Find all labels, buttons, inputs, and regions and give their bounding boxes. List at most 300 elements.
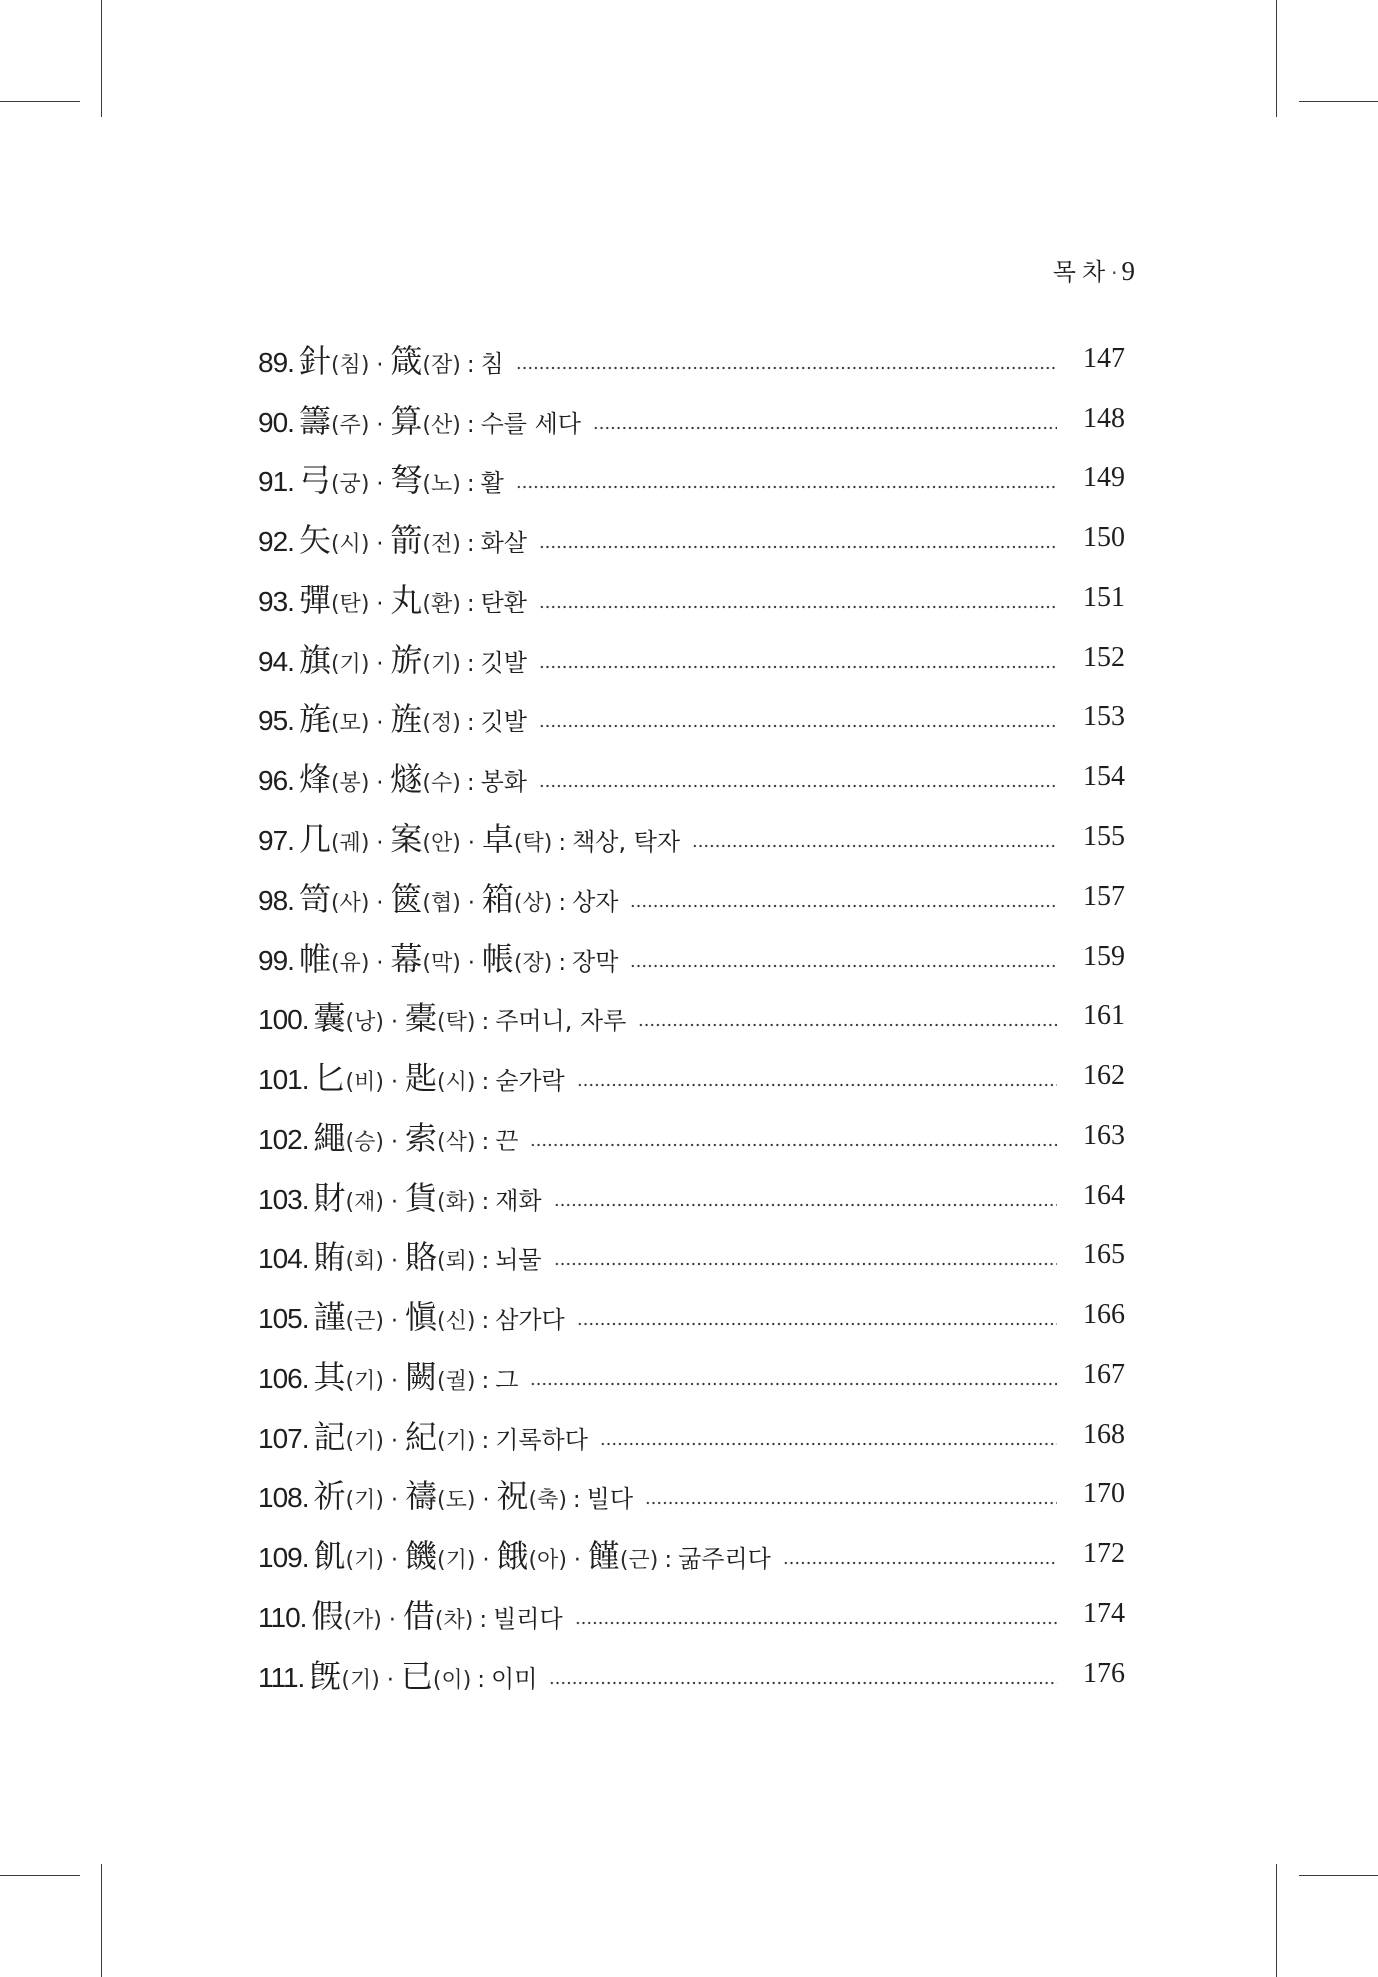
hanja-reading: ( 유 ) xyxy=(331,946,369,977)
entry-number: 99. xyxy=(258,944,294,976)
hanja-character: 祝 xyxy=(496,1477,529,1516)
hanja-character: 烽 xyxy=(298,760,331,799)
toc-entry-text xyxy=(258,635,527,681)
toc-entry xyxy=(258,1524,1125,1584)
hanja-reading: ( 승 ) xyxy=(346,1125,384,1156)
page-number: 167 xyxy=(1083,1358,1125,1390)
hanja-character: 弓 xyxy=(298,461,331,500)
hanja-reading: ( 낭 ) xyxy=(346,1005,384,1036)
entry-meaning: 봉화 xyxy=(480,768,527,797)
running-head-separator: · xyxy=(1111,261,1118,285)
hanja-character: 飢 xyxy=(313,1537,346,1576)
hanja-character: 旣 xyxy=(309,1656,342,1695)
item-separator: · xyxy=(376,771,384,797)
hanja-character: 案 xyxy=(390,820,423,858)
hanja-character: 謹 xyxy=(313,1298,346,1337)
entry-number: 97. xyxy=(258,825,294,856)
dot-leader xyxy=(539,545,1057,549)
hanja-reading: ( 전 ) xyxy=(422,527,460,558)
meaning-separator: : xyxy=(481,1367,490,1394)
toc-entry-text xyxy=(258,814,680,860)
entry-meaning: 굶주리다 xyxy=(678,1545,771,1574)
item-separator: · xyxy=(390,1070,398,1096)
item-separator: · xyxy=(390,1368,398,1394)
toc-entry-text xyxy=(258,874,618,920)
hanja-reading: ( 기 ) xyxy=(331,647,369,678)
meaning-separator: : xyxy=(479,1606,488,1633)
item-separator: · xyxy=(376,711,384,737)
dot-leader xyxy=(554,1203,1057,1207)
hanja-reading: ( 수 ) xyxy=(422,766,460,797)
hanja-character: 卓 xyxy=(481,820,514,858)
hanja-reading: ( 주 ) xyxy=(331,408,369,439)
crop-mark-bottom-right-horizontal xyxy=(1299,1875,1378,1876)
page-number: 153 xyxy=(1083,701,1125,733)
entry-number: 89. xyxy=(258,346,294,378)
hanja-character: 借 xyxy=(402,1596,435,1635)
toc-entry xyxy=(258,986,1125,1046)
item-separator: · xyxy=(482,1488,490,1514)
hanja-reading: ( 화 ) xyxy=(437,1185,475,1216)
hanja-character: 針 xyxy=(298,341,331,380)
crop-mark-top-right-horizontal xyxy=(1299,101,1378,102)
entry-meaning: 깃발 xyxy=(480,708,527,737)
item-separator: · xyxy=(390,1548,398,1574)
dot-leader xyxy=(549,1681,1057,1685)
hanja-character: 箴 xyxy=(390,341,423,380)
toc-entry xyxy=(258,568,1125,628)
toc-entry xyxy=(258,807,1125,867)
entry-meaning: 화살 xyxy=(480,529,527,558)
hanja-reading: ( 회 ) xyxy=(346,1244,384,1275)
entry-number: 107. xyxy=(258,1422,309,1454)
toc-entry-text xyxy=(258,575,527,621)
hanja-character: 貨 xyxy=(404,1178,437,1217)
toc-entry xyxy=(258,688,1125,748)
toc-entry-text xyxy=(258,1591,563,1637)
item-separator: · xyxy=(386,1667,394,1693)
entry-meaning: 침 xyxy=(480,349,504,378)
dot-leader xyxy=(530,1382,1057,1386)
hanja-character: 囊 xyxy=(313,999,346,1038)
entry-number: 90. xyxy=(258,406,294,438)
crop-mark-bottom-left-horizontal xyxy=(0,1875,80,1876)
meaning-separator: : xyxy=(477,1666,486,1693)
hanja-character: 旌 xyxy=(390,700,423,739)
hanja-reading: ( 뢰 ) xyxy=(437,1244,475,1275)
hanja-reading: ( 모 ) xyxy=(331,706,369,737)
toc-entry xyxy=(258,1345,1125,1405)
entry-number: 93. xyxy=(258,585,294,617)
dot-leader xyxy=(554,1262,1057,1266)
meaning-separator: : xyxy=(558,949,567,976)
entry-number: 106. xyxy=(258,1362,309,1394)
toc-entry xyxy=(258,449,1125,509)
hanja-reading: ( 침 ) xyxy=(331,348,369,379)
meaning-separator: : xyxy=(481,1128,490,1155)
hanja-reading: ( 안 ) xyxy=(422,826,460,857)
hanja-character: 饉 xyxy=(587,1537,620,1576)
item-separator: · xyxy=(376,890,384,916)
meaning-separator: : xyxy=(466,351,475,378)
toc-entry-text xyxy=(258,336,504,382)
dot-leader xyxy=(692,844,1057,848)
toc-entry-text xyxy=(258,1292,565,1338)
hanja-reading: ( 궤 ) xyxy=(331,826,369,857)
toc-entry xyxy=(258,508,1125,568)
hanja-character: 匕 xyxy=(313,1059,346,1098)
hanja-character: 祈 xyxy=(313,1477,346,1516)
hanja-character: 弩 xyxy=(390,461,423,500)
page-number: 172 xyxy=(1083,1538,1125,1570)
dot-leader xyxy=(575,1621,1057,1625)
hanja-reading: ( 산 ) xyxy=(422,408,460,439)
page-number: 159 xyxy=(1083,940,1125,972)
item-separator: · xyxy=(376,412,384,438)
hanja-reading: ( 축 ) xyxy=(528,1483,566,1514)
hanja-reading: ( 장 ) xyxy=(514,946,552,977)
entry-meaning: 뇌물 xyxy=(495,1246,542,1275)
hanja-character: 紀 xyxy=(404,1417,437,1456)
hanja-character: 橐 xyxy=(404,999,437,1038)
dot-leader xyxy=(539,605,1057,609)
item-separator: · xyxy=(376,532,384,558)
hanja-reading: ( 기 ) xyxy=(346,1483,384,1514)
hanja-reading: ( 기 ) xyxy=(346,1424,384,1455)
hanja-reading: ( 시 ) xyxy=(437,1065,475,1096)
meaning-separator: : xyxy=(481,1069,490,1096)
item-separator: · xyxy=(376,651,384,677)
page-number: 152 xyxy=(1083,641,1125,673)
entry-meaning: 그 xyxy=(495,1365,519,1394)
hanja-character: 旗 xyxy=(298,640,331,679)
page-number: 163 xyxy=(1083,1119,1125,1151)
dot-leader xyxy=(530,1143,1057,1147)
item-separator: · xyxy=(376,352,384,378)
entry-number: 98. xyxy=(258,884,294,916)
entry-number: 111. xyxy=(258,1661,305,1693)
meaning-separator: : xyxy=(481,1009,490,1036)
toc-entry xyxy=(258,1106,1125,1166)
item-separator: · xyxy=(573,1548,581,1574)
dot-leader xyxy=(539,784,1057,788)
item-separator: · xyxy=(390,1010,398,1036)
page-number: 162 xyxy=(1083,1060,1125,1092)
hanja-reading: ( 탁 ) xyxy=(514,826,552,857)
hanja-character: 燧 xyxy=(390,760,423,799)
hanja-character: 匙 xyxy=(404,1059,437,1098)
entry-number: 104. xyxy=(258,1243,309,1275)
entry-number: 94. xyxy=(258,645,294,677)
page-number: 149 xyxy=(1083,462,1125,494)
hanja-character: 帷 xyxy=(298,939,331,978)
item-separator: · xyxy=(390,1249,398,1275)
item-separator: · xyxy=(390,1488,398,1514)
dot-leader xyxy=(577,1083,1057,1087)
hanja-reading: ( 도 ) xyxy=(437,1483,475,1514)
hanja-reading: ( 기 ) xyxy=(346,1543,384,1574)
hanja-reading: ( 궐 ) xyxy=(437,1364,475,1395)
hanja-character: 其 xyxy=(313,1357,346,1396)
entry-number: 103. xyxy=(258,1183,309,1215)
item-separator: · xyxy=(388,1607,396,1633)
entry-meaning: 깃발 xyxy=(480,648,527,677)
toc-entry xyxy=(258,1584,1125,1644)
page-number: 176 xyxy=(1083,1657,1125,1689)
dot-leader xyxy=(630,964,1057,968)
hanja-character: 假 xyxy=(311,1596,344,1635)
toc-entry-text xyxy=(258,515,527,561)
page-number: 155 xyxy=(1083,821,1125,852)
meaning-separator: : xyxy=(664,1547,673,1574)
meaning-separator: : xyxy=(558,889,567,916)
hanja-reading: ( 탄 ) xyxy=(331,587,369,618)
hanja-character: 箭 xyxy=(390,521,423,560)
page-number: 174 xyxy=(1083,1597,1125,1629)
toc-entry-text xyxy=(258,396,581,442)
page-number: 165 xyxy=(1083,1239,1125,1271)
hanja-character: 矢 xyxy=(298,521,331,560)
hanja-reading: ( 비 ) xyxy=(346,1065,384,1096)
hanja-character: 丸 xyxy=(390,580,423,619)
meaning-separator: : xyxy=(572,1487,581,1514)
hanja-character: 索 xyxy=(404,1118,437,1157)
meaning-separator: : xyxy=(481,1427,490,1454)
toc-entry-text xyxy=(258,1053,565,1099)
toc-entry-text xyxy=(258,455,504,501)
hanja-character: 記 xyxy=(313,1417,346,1456)
toc-entry xyxy=(258,927,1125,987)
entry-meaning: 끈 xyxy=(495,1126,519,1155)
crop-mark-bottom-left-vertical xyxy=(101,1864,102,1977)
hanja-character: 愼 xyxy=(404,1298,437,1337)
crop-mark-bottom-right-vertical xyxy=(1276,1864,1277,1977)
toc-entry xyxy=(258,329,1125,389)
crop-mark-top-left-horizontal xyxy=(0,101,80,102)
page-number: 150 xyxy=(1083,522,1125,554)
toc-entry-text xyxy=(258,1471,633,1517)
crop-mark-top-right-vertical xyxy=(1276,0,1277,117)
page-number: 148 xyxy=(1083,402,1125,434)
dot-leader xyxy=(600,1442,1057,1446)
item-separator: · xyxy=(376,831,384,856)
toc-entry-text xyxy=(258,1232,542,1278)
hanja-character: 旂 xyxy=(390,640,423,679)
dot-leader xyxy=(783,1561,1057,1565)
hanja-character: 繩 xyxy=(313,1118,346,1157)
hanja-reading: ( 가 ) xyxy=(343,1603,381,1634)
table-of-contents xyxy=(258,329,1125,1704)
entry-number: 102. xyxy=(258,1123,309,1155)
entry-number: 100. xyxy=(258,1004,309,1036)
toc-entry-text xyxy=(258,1412,588,1458)
hanja-character: 几 xyxy=(298,820,331,858)
hanja-reading: ( 상 ) xyxy=(514,886,552,917)
meaning-separator: : xyxy=(466,650,475,677)
page-number: 166 xyxy=(1083,1299,1125,1331)
meaning-separator: : xyxy=(481,1308,490,1335)
running-head-page-number: 9 xyxy=(1121,256,1135,286)
toc-entry xyxy=(258,867,1125,927)
toc-entry-text xyxy=(258,1352,518,1398)
toc-entry xyxy=(258,1046,1125,1106)
hanja-reading: ( 사 ) xyxy=(331,886,369,917)
hanja-character: 帳 xyxy=(481,939,514,978)
page-number: 147 xyxy=(1083,342,1125,374)
item-separator: · xyxy=(467,950,475,976)
entry-meaning: 장막 xyxy=(572,947,619,976)
dot-leader xyxy=(638,1023,1057,1027)
page-number: 161 xyxy=(1083,1000,1125,1032)
item-separator: · xyxy=(467,890,475,916)
hanja-reading: ( 탁 ) xyxy=(437,1005,475,1036)
entry-number: 108. xyxy=(258,1482,309,1514)
hanja-reading: ( 협 ) xyxy=(422,886,460,917)
meaning-separator: : xyxy=(466,710,475,737)
hanja-character: 彈 xyxy=(298,580,331,619)
hanja-reading: ( 막 ) xyxy=(422,946,460,977)
hanja-character: 籌 xyxy=(298,401,331,440)
dot-leader xyxy=(516,366,1057,370)
toc-entry xyxy=(258,1225,1125,1285)
hanja-reading: ( 봉 ) xyxy=(331,766,369,797)
entry-number: 96. xyxy=(258,765,294,797)
item-separator: · xyxy=(482,1548,490,1574)
hanja-reading: ( 신 ) xyxy=(437,1304,475,1335)
item-separator: · xyxy=(376,472,384,498)
entry-meaning: 탄환 xyxy=(480,588,527,617)
entry-number: 101. xyxy=(258,1064,309,1096)
entry-number: 95. xyxy=(258,705,294,737)
hanja-reading: ( 기 ) xyxy=(346,1364,384,1395)
toc-entry-text xyxy=(258,1113,518,1159)
toc-entry-text xyxy=(258,754,527,800)
hanja-reading: ( 삭 ) xyxy=(437,1125,475,1156)
toc-entry xyxy=(258,747,1125,807)
hanja-character: 饑 xyxy=(404,1537,437,1576)
toc-entry-text xyxy=(258,1651,537,1697)
hanja-reading: ( 재 ) xyxy=(346,1185,384,1216)
item-separator: · xyxy=(390,1309,398,1335)
meaning-separator: : xyxy=(558,830,567,856)
toc-entry-text xyxy=(258,694,527,740)
hanja-character: 賄 xyxy=(313,1238,346,1277)
hanja-reading: ( 노 ) xyxy=(422,467,460,498)
toc-entry-text xyxy=(258,1173,542,1219)
toc-entry xyxy=(258,1465,1125,1525)
hanja-character: 賂 xyxy=(404,1238,437,1277)
running-head xyxy=(1053,252,1135,287)
toc-entry xyxy=(258,1405,1125,1465)
meaning-separator: : xyxy=(466,590,475,617)
item-separator: · xyxy=(390,1129,398,1155)
toc-entry xyxy=(258,628,1125,688)
hanja-character: 禱 xyxy=(404,1477,437,1516)
meaning-separator: : xyxy=(481,1188,490,1215)
entry-meaning: 이미 xyxy=(491,1664,538,1693)
entry-meaning: 기록하다 xyxy=(495,1425,588,1454)
entry-meaning: 주머니, 자루 xyxy=(495,1007,627,1036)
toc-entry xyxy=(258,1644,1125,1704)
entry-meaning: 숟가락 xyxy=(495,1067,565,1096)
hanja-reading: ( 잠 ) xyxy=(422,348,460,379)
hanja-character: 已 xyxy=(400,1656,433,1695)
hanja-character: 財 xyxy=(313,1178,346,1217)
item-separator: · xyxy=(390,1428,398,1454)
entry-meaning: 빌다 xyxy=(586,1485,634,1514)
dot-leader xyxy=(630,904,1057,908)
toc-entry-text xyxy=(258,934,618,980)
hanja-character: 幕 xyxy=(390,939,423,978)
hanja-character: 闕 xyxy=(404,1357,437,1396)
entry-number: 110. xyxy=(258,1601,307,1633)
hanja-reading: ( 시 ) xyxy=(331,527,369,558)
page-number: 151 xyxy=(1083,581,1125,613)
entry-meaning: 재화 xyxy=(495,1186,542,1215)
hanja-reading: ( 근 ) xyxy=(346,1304,384,1335)
entry-meaning: 책상, 탁자 xyxy=(572,828,681,856)
hanja-character: 算 xyxy=(390,401,423,440)
hanja-character: 箱 xyxy=(481,879,514,918)
item-separator: · xyxy=(376,591,384,617)
dot-leader xyxy=(516,485,1057,489)
hanja-reading: ( 기 ) xyxy=(341,1663,379,1694)
toc-entry xyxy=(258,1166,1125,1226)
entry-meaning: 삼가다 xyxy=(495,1306,565,1335)
hanja-character: 旄 xyxy=(298,700,331,739)
meaning-separator: : xyxy=(481,1248,490,1275)
item-separator: · xyxy=(376,950,384,976)
hanja-character: 笥 xyxy=(298,879,331,918)
hanja-reading: ( 근 ) xyxy=(620,1543,658,1574)
item-separator: · xyxy=(390,1189,398,1215)
hanja-reading: ( 기 ) xyxy=(422,647,460,678)
toc-entry xyxy=(258,389,1125,449)
entry-number: 105. xyxy=(258,1303,309,1335)
page-number: 157 xyxy=(1083,880,1125,912)
page-number: 168 xyxy=(1083,1418,1125,1450)
meaning-separator: : xyxy=(466,531,475,558)
toc-entry xyxy=(258,1285,1125,1345)
toc-entry-text xyxy=(258,1531,771,1577)
page-number: 154 xyxy=(1083,761,1125,793)
hanja-reading: ( 아 ) xyxy=(528,1543,566,1574)
dot-leader xyxy=(593,426,1057,430)
entry-number: 91. xyxy=(258,466,294,498)
hanja-character: 餓 xyxy=(496,1537,529,1576)
hanja-reading: ( 궁 ) xyxy=(331,467,369,498)
hanja-character: 篋 xyxy=(390,879,423,918)
hanja-reading: ( 이 ) xyxy=(433,1663,471,1694)
crop-mark-top-left-vertical xyxy=(101,0,102,117)
page-number: 164 xyxy=(1083,1179,1125,1211)
item-separator: · xyxy=(467,831,475,856)
hanja-reading: ( 차 ) xyxy=(435,1603,473,1634)
running-head-title: 목차 xyxy=(1052,258,1112,286)
entry-number: 109. xyxy=(258,1542,309,1574)
page-number: 170 xyxy=(1083,1478,1125,1510)
hanja-reading: ( 기 ) xyxy=(437,1424,475,1455)
dot-leader xyxy=(645,1501,1057,1505)
meaning-separator: : xyxy=(466,770,475,797)
hanja-reading: ( 기 ) xyxy=(437,1543,475,1574)
entry-meaning: 빌리다 xyxy=(493,1604,563,1633)
meaning-separator: : xyxy=(466,471,475,498)
hanja-reading: ( 환 ) xyxy=(422,587,460,618)
toc-entry-text xyxy=(258,993,626,1039)
entry-meaning: 활 xyxy=(480,469,504,498)
entry-number: 92. xyxy=(258,526,294,558)
